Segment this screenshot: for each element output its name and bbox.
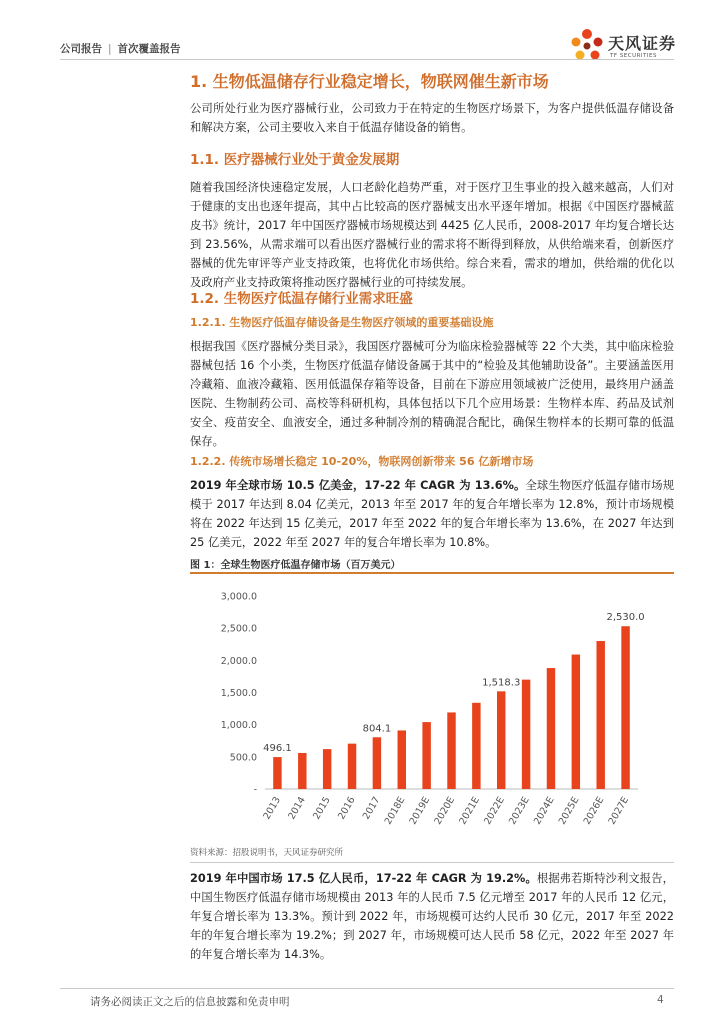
figure-bottom-rule [190, 862, 674, 863]
global-market-lead: 2019 年全球市场 10.5 亿美金，17-22 年 CAGR 为 13.6%。 [190, 479, 526, 492]
x-tick-label-2015: 2015 [311, 795, 333, 822]
x-tick-label-2021E: 2021E [457, 795, 482, 827]
bar-2023E [522, 680, 530, 789]
x-tick-label-2023E: 2023E [507, 795, 532, 827]
bar-2013 [273, 757, 281, 789]
tf-securities-logo [568, 26, 678, 66]
bar-2024E [547, 668, 555, 789]
figure-title-rule [190, 572, 674, 574]
x-tick-label-2018E: 2018E [382, 795, 408, 827]
section-1-intro: 公司所处行业为医疗器械行业，公司致力于在特定的生物医疗场景下，为客户提供低温存储设备和解决方案，公司主要收入来自于低温存储设备的销售。 [190, 102, 674, 134]
section-1-1-body: 随着我国经济快速稳定发展，人口老龄化趋势严重，对于医疗卫生事业的投入越来越高，人们对于健康的支出也逐年提高，其中占比较高的医疗器械支出水平逐年增加。根据《中国医疗器械蓝皮书》统计，2017 年中国医疗器械市场规模达到 4425 亿人民币，2008-2017 年均复合增长达到 23.56%，从需求端可以看出医疗器械行业的需求将不断得到释放，从供给端来看，创新医疗器械的优先审评等产业支持政策，也将优化市场供给。综合来看，需求的增加，供给端的优化以及政府产业支持政策将推动医疗器械行业的可持续发展。 [190, 181, 674, 289]
x-tick-label-2025E: 2025E [556, 795, 582, 827]
figure-1-source: 资料来源：招股说明书，天风证券研究所 [190, 848, 344, 858]
bar-2019E [422, 722, 430, 789]
bar-2015 [323, 749, 331, 789]
bar-2027E [621, 626, 629, 789]
section-1-1-heading: 1.1. 医疗器械行业处于黄金发展期 [190, 152, 400, 168]
header-rule [60, 59, 674, 60]
y-tick-label: 1,500.0 [220, 688, 257, 699]
bar-2021E [472, 703, 480, 789]
x-tick-label-2024E: 2024E [531, 795, 557, 827]
y-tick-label: - [253, 784, 257, 796]
section-1-2-2-heading: 1.2.2. 传统市场增长稳定 10-20%，物联网创新带来 56 亿新增市场 [190, 455, 534, 468]
y-tick-label: 1,000.0 [220, 720, 257, 732]
china-market-lead: 2019 年中国市场 17.5 亿人民币，17-22 年 CAGR 为 19.2%。 [190, 872, 537, 885]
header-separator: | [108, 43, 112, 55]
footer-rule [60, 988, 674, 989]
page-number: 4 [657, 994, 664, 1006]
logo-brand-sub: TF SECURITIES [610, 53, 657, 59]
y-tick-label: 2,500.0 [220, 623, 257, 635]
y-tick-label: 500.0 [229, 752, 257, 764]
data-label-2017: 804.1 [362, 723, 392, 735]
bar-2016 [348, 744, 356, 789]
section-1-2-2-body [190, 476, 674, 552]
bar-2020E [447, 712, 455, 789]
x-tick-label-2016: 2016 [336, 795, 358, 822]
section-1-2-1-heading: 1.2.1. 生物医疗低温存储设备是生物医疗领域的重要基础设施 [190, 316, 494, 329]
coverage-type-label: 首次覆盖报告 [117, 43, 181, 55]
section-1-heading: 1. 生物低温储存行业稳定增长，物联网催生新市场 [190, 72, 549, 91]
section-1-2-1-body: 根据我国《医疗器械分类目录》，我国医疗器械可分为临床检验器械等 22 个大类，其中临床检验器械包括 16 个小类，生物医疗低温存储设备属于其中的“检验及其他辅助设备”。主要涵盖医用冷藏箱、血液冷藏箱、医用低温保存箱等设备，目前在下游应用领域被广泛使用，最终用户涵盖医院、生物制药公司、高校等科研机构，具体包括以下几个应用场景：生物样本库、药品及试剂安全、疫苗安全、血液安全，通过多种制冷剂的精确混合配比，确保生物样本的长期可靠的低温保存。 [190, 340, 674, 448]
bar-2022E [497, 691, 505, 789]
report-type-label: 公司报告 [60, 43, 102, 55]
x-tick-label-2019E: 2019E [407, 795, 433, 827]
logo-flower-icon [568, 26, 606, 66]
market-size-bar-chart [190, 576, 650, 841]
global-market-detail: 全球生物医疗低温存储市场规模于 2017 年达到 8.04 亿美元，2013 年至 2017 年的复合年增长率为 12.8%，预计市场规模将在 2022 年达到 15 亿美元，2017 年至 2022 年的复合年增长率为 13.6%，在 2027 年达到 25 亿美元，2022 年至 2027 年的复合年增长率为 10.8%。 [190, 479, 674, 549]
data-label-2022E: 1,518.3 [482, 677, 521, 689]
figure-1-title: 图 1：全球生物医疗低温存储市场（百万美元） [190, 560, 401, 571]
x-tick-label-2014: 2014 [286, 795, 308, 822]
bar-2014 [298, 753, 306, 789]
y-tick-label: 3,000.0 [220, 591, 257, 603]
bar-2025E [572, 655, 580, 789]
x-tick-label-2026E: 2026E [581, 795, 607, 827]
bar-2017 [373, 737, 381, 789]
logo-brand-name: 天风证券 [608, 34, 677, 53]
x-tick-label-2017: 2017 [360, 795, 383, 822]
y-tick-label: 2,000.0 [220, 655, 257, 667]
china-market-paragraph [190, 869, 674, 964]
x-tick-label-2013: 2013 [261, 795, 284, 822]
section-1-2-heading: 1.2. 生物医疗低温存储行业需求旺盛 [190, 291, 413, 307]
china-market-detail: 根据弗若斯特沙利文报告，中国生物医疗低温存储市场规模由 2013 年的人民币 7.5 亿元增至 2017 年的人民币 12 亿元，年复合增长率为 13.3%。预计到 2022 年，市场规模可达约人民币 30 亿元，2017 年至 2022 年的年复合增长率为 19.2%；到 2027 年，市场规模可达人民币 58 亿元，2022 年至 2027 年的年复合增长率为 14.3%。 [190, 872, 674, 961]
x-tick-label-2027E: 2027E [606, 795, 632, 827]
disclaimer-notice: 请务必阅读正文之后的信息披露和免责申明 [90, 996, 290, 1008]
report-type-tag [60, 41, 181, 56]
x-tick-label-2020E: 2020E [432, 795, 458, 827]
data-label-2013: 496.1 [263, 743, 292, 755]
data-label-2027E: 2,530.0 [606, 612, 645, 624]
bar-2018E [398, 730, 406, 789]
bar-2026E [596, 641, 604, 789]
x-tick-label-2022E: 2022E [482, 795, 507, 827]
